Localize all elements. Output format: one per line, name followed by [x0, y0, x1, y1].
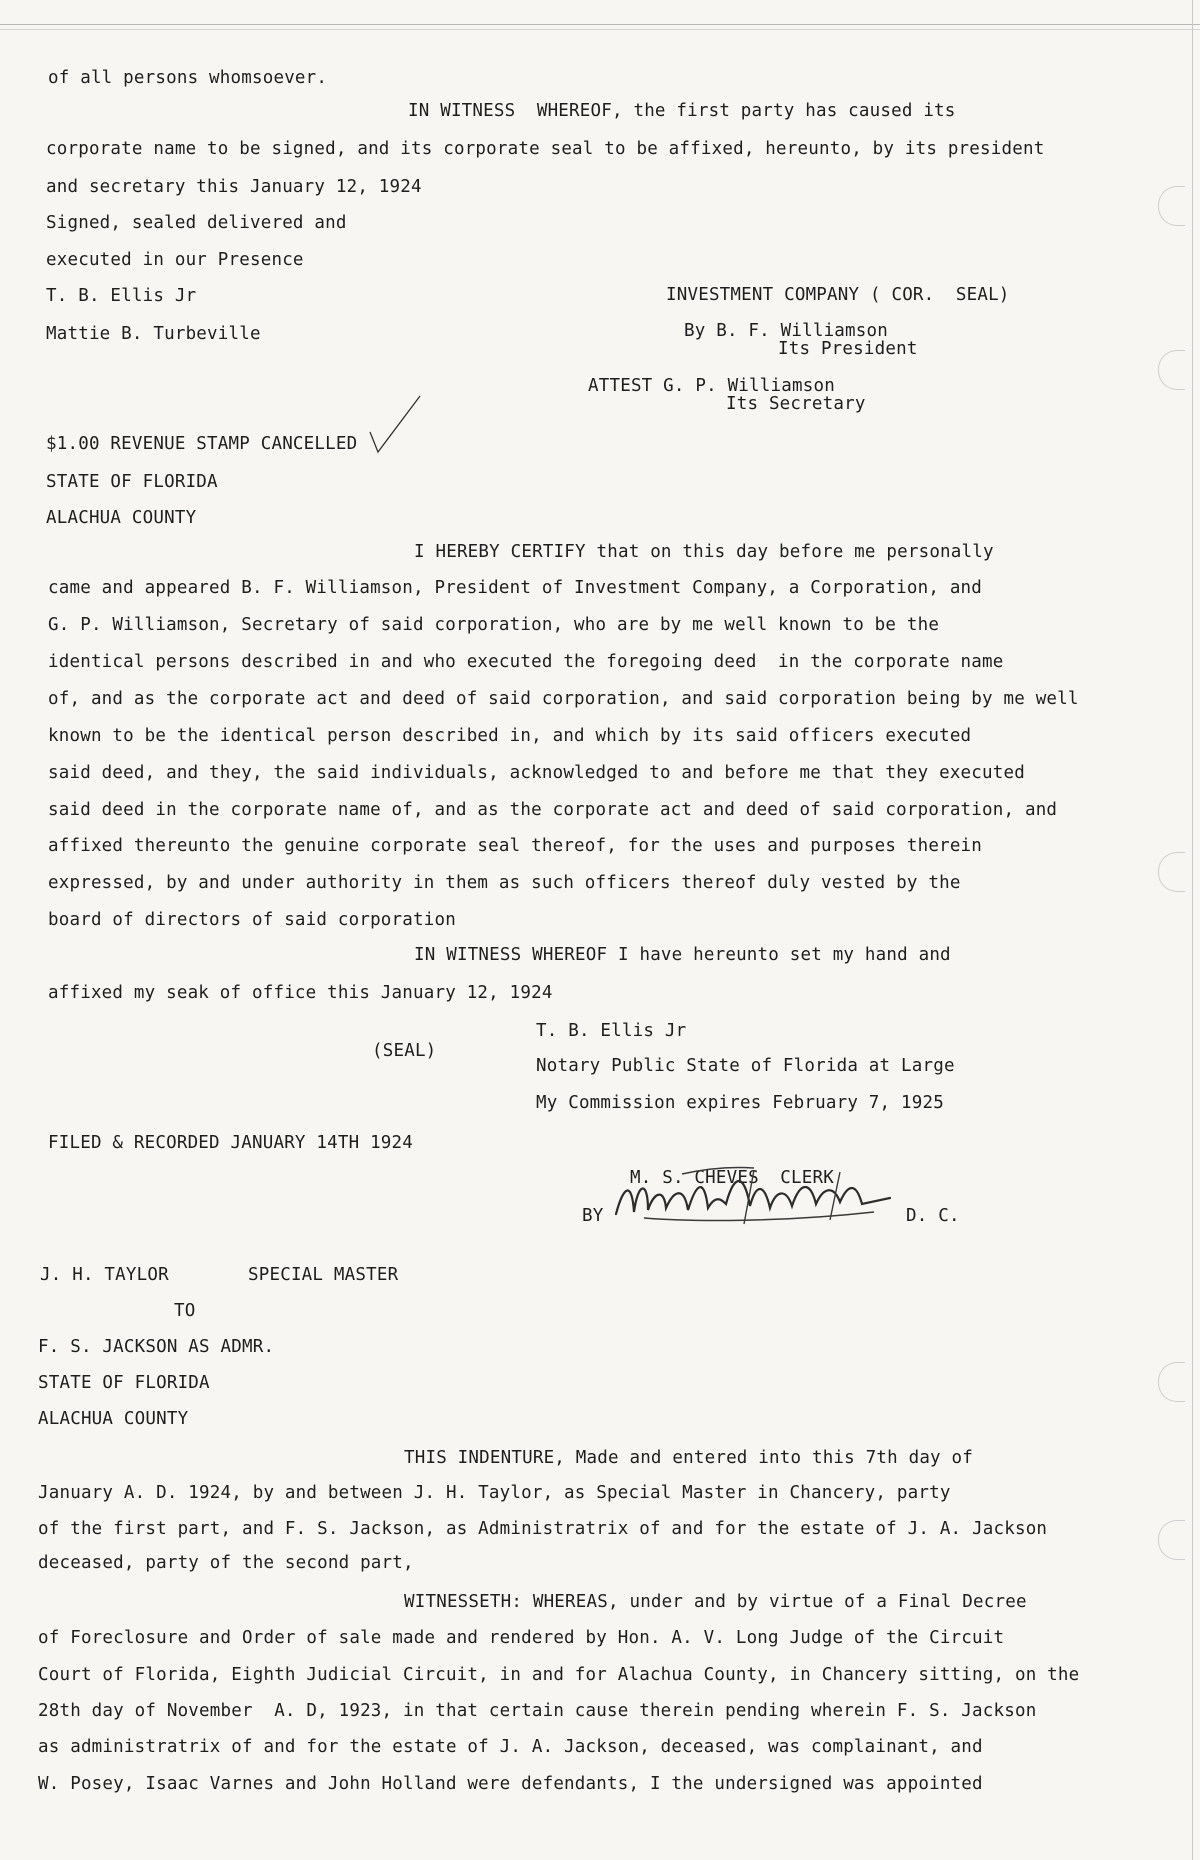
- revenue-stamp-note: $1.00 REVENUE STAMP CANCELLED: [46, 434, 358, 454]
- text-line: January A. D. 1924, by and between J. H. Taylor, as Special Master in Chancery, party: [38, 1483, 951, 1503]
- page-top-edge-inner: [0, 29, 1200, 30]
- binder-hole: [1158, 186, 1185, 226]
- text-line: as administratrix of and for the estate of J. A. Jackson, deceased, was complainant, and: [38, 1737, 983, 1757]
- text-line: Notary Public State of Florida at Large: [536, 1056, 955, 1076]
- text-line: Its President: [778, 339, 918, 359]
- binder-hole: [1158, 350, 1185, 390]
- text-line: Signed, sealed delivered and: [46, 213, 347, 233]
- text-line: of all persons whomsoever.: [48, 68, 328, 88]
- grantor-name: J. H. TAYLOR: [40, 1265, 169, 1285]
- text-line: deceased, party of the second part,: [38, 1553, 414, 1573]
- text-line: BY: [582, 1206, 604, 1226]
- text-line: W. Posey, Isaac Varnes and John Holland were defendants, I the undersigned was appointed: [38, 1774, 983, 1794]
- text-line: of the first part, and F. S. Jackson, as Administratrix of and for the estate of J. A. Jackson: [38, 1519, 1048, 1539]
- text-line: known to be the identical person described in, and which by its said officers executed: [48, 726, 972, 746]
- text-line: executed in our Presence: [46, 250, 304, 270]
- binder-hole: [1158, 852, 1185, 892]
- binder-hole: [1158, 1362, 1185, 1402]
- deputy-clerk-signature: [604, 1164, 904, 1232]
- text-line: said deed in the corporate name of, and as the corporate act and deed of said corporation, and: [48, 800, 1058, 820]
- text-line: By B. F. Williamson: [684, 321, 888, 341]
- text-line: G. P. Williamson, Secretary of said corporation, who are by me well known to be the: [48, 615, 940, 635]
- text-line: D. C.: [906, 1206, 960, 1226]
- text-line: IN WITNESS WHEREOF I have hereunto set my hand and: [414, 945, 951, 965]
- text-line: of, and as the corporate act and deed of said corporation, and said corporation being by me well: [48, 689, 1079, 709]
- text-line: IN WITNESS WHEREOF, the first party has caused its: [408, 101, 956, 121]
- text-line: 28th day of November A. D, 1923, in that certain cause therein pending wherein F. S. Jackson: [38, 1701, 1037, 1721]
- text-line: TO: [174, 1301, 196, 1321]
- text-line: came and appeared B. F. Williamson, President of Investment Company, a Corporation, and: [48, 578, 983, 598]
- seal-label: (SEAL): [372, 1041, 437, 1061]
- notary-name: T. B. Ellis Jr: [536, 1021, 687, 1041]
- text-line: Court of Florida, Eighth Judicial Circuit, in and for Alachua County, in Chancery sitting, on the: [38, 1665, 1080, 1685]
- text-line: My Commission expires February 7, 1925: [536, 1093, 944, 1113]
- grantee-name: F. S. JACKSON AS ADMR.: [38, 1337, 275, 1357]
- witness-signature: T. B. Ellis Jr: [46, 286, 197, 306]
- text-line: corporate name to be signed, and its corporate seal to be affixed, hereunto, by its president: [46, 139, 1045, 159]
- witness-signature: Mattie B. Turbeville: [46, 324, 261, 344]
- text-line: affixed my seak of office this January 12, 1924: [48, 983, 553, 1003]
- checkmark-icon: [368, 392, 424, 464]
- text-line: ALACHUA COUNTY: [46, 508, 197, 528]
- text-line: THIS INDENTURE, Made and entered into this 7th day of: [404, 1448, 974, 1468]
- page-right-edge: [1192, 0, 1193, 1860]
- text-line: STATE OF FLORIDA: [38, 1373, 210, 1393]
- company-seal-line: INVESTMENT COMPANY ( COR. SEAL): [666, 285, 1010, 305]
- text-line: STATE OF FLORIDA: [46, 472, 218, 492]
- text-line: affixed thereunto the genuine corporate seal thereof, for the uses and purposes therein: [48, 836, 983, 856]
- filing-record: FILED & RECORDED JANUARY 14TH 1924: [48, 1133, 414, 1153]
- text-line: expressed, by and under authority in them as such officers thereof duly vested by the: [48, 873, 961, 893]
- text-line: ALACHUA COUNTY: [38, 1409, 189, 1429]
- text-line: Its Secretary: [726, 394, 866, 414]
- text-line: board of directors of said corporation: [48, 910, 456, 930]
- text-line: identical persons described in and who executed the foregoing deed in the corporate name: [48, 652, 1004, 672]
- grantor-title: SPECIAL MASTER: [248, 1265, 399, 1285]
- text-line: ATTEST G. P. Williamson: [588, 376, 835, 396]
- text-line: and secretary this January 12, 1924: [46, 177, 422, 197]
- text-line: of Foreclosure and Order of sale made and rendered by Hon. A. V. Long Judge of the Circuit: [38, 1628, 1005, 1648]
- text-line: I HEREBY CERTIFY that on this day before me personally: [414, 542, 994, 562]
- page-top-edge: [0, 24, 1200, 25]
- clerk-name: M. S. CHEVES CLERK: [630, 1168, 834, 1188]
- text-line: WITNESSETH: WHEREAS, under and by virtue of a Final Decree: [404, 1592, 1027, 1612]
- text-line: said deed, and they, the said individuals, acknowledged to and before me that they executed: [48, 763, 1025, 783]
- binder-hole: [1158, 1520, 1185, 1560]
